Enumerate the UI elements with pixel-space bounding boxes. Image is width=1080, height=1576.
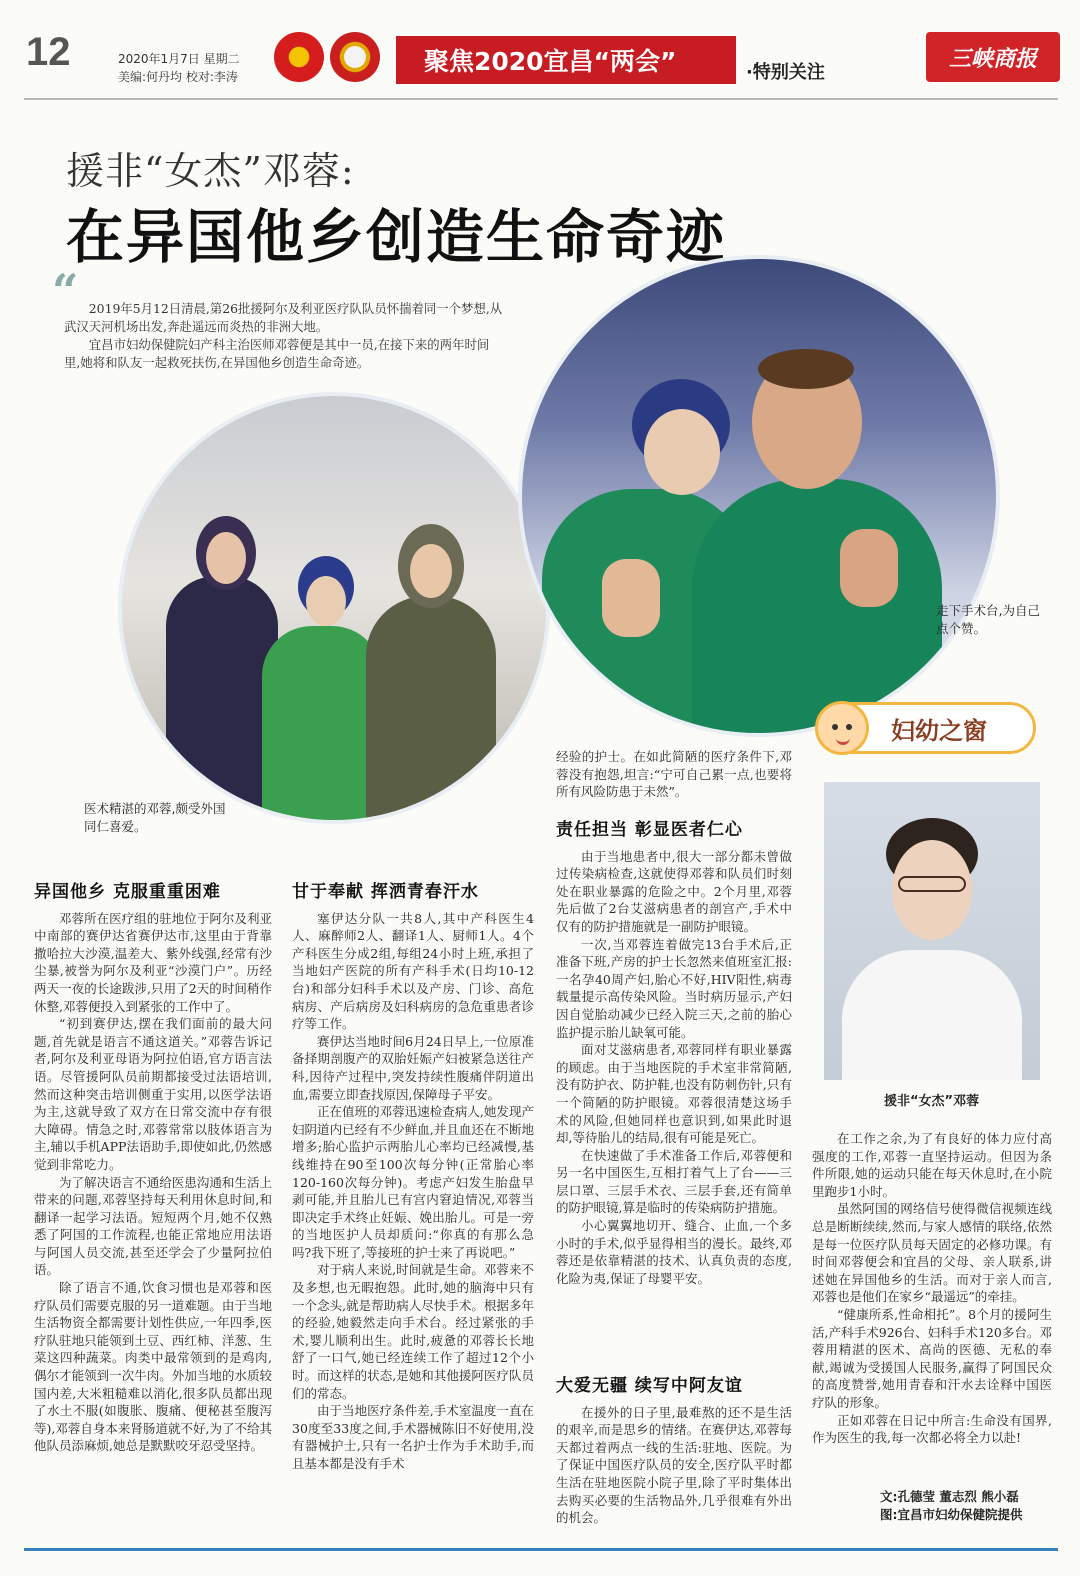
lead-paragraph: 宜昌市妇幼保健院妇产科主治医师邓蓉便是其中一员,在接下来的两年时间里,她将和队友一起救死扶伤,在异国他乡创造生命奇迹。	[64, 337, 490, 370]
baby-face-icon	[815, 701, 869, 755]
body-paragraph: 对于病人来说,时间就是生命。邓蓉来不及多想,也无暇抱怨。此时,她的脑海中只有一个念头,就是帮助病人尽快手术。根据多年的经验,她毅然走向手术台。经过紧张的手术,婴儿顺利出生。此时,疲惫的邓蓉长长地舒了一口气,她已经连续工作了超过12个小时。而这样的状态,是她和其他援阿医疗队员们的常态。	[292, 1262, 534, 1401]
section-title: 甘于奉献 挥洒青春汗水	[292, 882, 479, 902]
doctor-figure-right	[366, 596, 496, 824]
article-kicker: 援非“女杰”邓蓉:	[66, 149, 355, 193]
body-paragraph: 除了语言不通,饮食习惯也是邓蓉和医疗队员们需要克服的另一道难题。由于当地生活物资全都需要计划性供应,一年四季,医疗队驻地只能领到土豆、西红柿、洋葱、生菜这四种蔬菜。肉类中最常领到的是鸡肉,偶尔才能领到一次牛肉。外加当地的水质较国内差,大米粗糙难以消化,很多队员都出现了水土不服(如腹胀、腹痛、便秘甚至腹泻等),邓蓉自身本来肾肠道就不好,为了不给其他队员添麻烦,她总是默默咬牙忍受坚持。	[34, 1280, 272, 1454]
special-focus-label: ·特别关注	[746, 62, 825, 83]
thumbs-up-icon	[602, 559, 660, 637]
portrait-caption: 援非“女杰”邓蓉	[884, 1094, 980, 1109]
newspaper-masthead: 三峡商报	[926, 32, 1060, 82]
body-paragraph: 在快速做了手术准备工作后,邓蓉便和另一名中国医生,互相打着气上了台——三层口罩、三层手术衣、三层手套,还有简单的防护眼镜,算是临时的传染病防护措施。	[556, 1147, 792, 1216]
section-title: 异国他乡 克服重重困难	[34, 882, 221, 902]
body-paragraph: 由于当地患者中,很大一部分都未曾做过传染病检查,这就使得邓蓉和队员们时刻处在职业暴露的危险之中。2个月里,邓蓉先后做了2台艾滋病患者的剖宫产,手术中仅有的防护措施就是一副防护眼镜。	[556, 848, 792, 934]
text-credit: 文:孔德莹 董志烈 熊小磊	[880, 1489, 1019, 1504]
body-paragraph: 一次,当邓蓉连着做完13台手术后,正准备下班,产房的护士长忽然来值班室汇报:一名孕40周产妇,胎心不好,HIV阳性,病毒载量提示高传染风险。当时病历显示,产妇因自觉胎动减少已经入院三天,之前的胎心监护提示胎儿缺氧可能。	[556, 936, 792, 1040]
body-paragraph: 正如邓蓉在日记中所言:生命没有国界,作为医生的我,每一次都必将全力以赴!	[812, 1412, 1052, 1446]
column-badge	[818, 702, 1036, 754]
column-4	[812, 1130, 1052, 1447]
column-3-bottom	[556, 1378, 792, 1527]
article-lead	[64, 300, 504, 372]
section-title: 大爱无疆 续写中阿友谊	[556, 1376, 743, 1396]
header-divider	[24, 98, 1058, 100]
article-credits	[880, 1488, 1023, 1524]
section-banner	[396, 36, 736, 84]
thumbs-up-icon	[840, 529, 898, 607]
portrait-body	[842, 950, 1022, 1080]
body-paragraph: 在工作之余,为了有良好的体力应付高强度的工作,邓蓉一直坚持运动。但因为条件所限,她的运动只能在每天休息时,在小院里跑步1小时。	[812, 1131, 1052, 1199]
footer-divider	[24, 1548, 1058, 1551]
quote-mark-icon: “	[52, 264, 79, 318]
body-paragraph: 在援外的日子里,最难熬的还不是生活的艰辛,而是思乡的情绪。在赛伊达,邓蓉每天都过着两点一线的生活:驻地、医院。为了保证中国医疗队员的安全,医疗队平时都生活在驻地医院小院子里,除了平时集体出去购买必要的生活物品外,几乎很难有外出的机会。	[556, 1404, 792, 1526]
body-paragraph: 正在值班的邓蓉迅速检查病人,她发现产妇阴道内已经有不少鲜血,并且血还在不断地增多;胎心监护示两胎儿心率均已经减慢,基线维持在90至100次每分钟(正常胎心率120-160次每分钟)。考虑产妇发生胎盘早剥可能,并且胎儿已有宫内窘迫情况,邓蓉当即决定手术终止妊娠、娩出胎儿。可是一旁的当地医护人员却质问:“你真的有那么急吗?我下班了,等接班的护士来了再说吧。”	[292, 1104, 534, 1260]
body-paragraph: 虽然阿国的网络信号使得微信视频连线总是断断续续,然而,与家人感情的联络,依然是每一位医疗队员每天固定的必修功课。有时间邓蓉便会和宜昌的父母、亲人联系,讲述她在异国他乡的生活。而对于亲人而言,邓蓉也是他们在家乡“最遥远”的牵挂。	[812, 1201, 1052, 1305]
body-paragraph: 为了解决语言不通给医患沟通和生活上带来的问题,邓蓉坚持每天利用休息时间,和翻译一起学习法语。短短两个月,她不仅熟悉了阿国的工作流程,也能正常地应用法语与阿国人员交流,甚至还学会了少量阿拉伯语。	[34, 1174, 272, 1278]
doctor-figure-center	[262, 626, 382, 824]
body-paragraph: “初到赛伊达,摆在我们面前的最大问题,首先就是语言不通这道关。”邓蓉告诉记者,阿尔及利亚母语为阿拉伯语,官方语言法语。尽管援阿队员前期都接受过法语培训,然而这种突击培训侧重于实用,以医学法语为主,这就导致了双方在日常交流中存有很大障碍。情急之时,邓蓉常常以肢体语言为主,辅以手机APP法语助手,即使如此,仍然感觉到非常吃力。	[34, 1016, 272, 1172]
photo1-caption: 医术精湛的邓蓉,颇受外国同仁喜爱。	[84, 801, 226, 834]
page-number: 12	[26, 30, 71, 74]
national-emblem-icon	[274, 32, 324, 82]
body-paragraph: 赛伊达当地时间6月24日早上,一位原准备择期剖腹产的双胎妊娠产妇被紧急送往产科,因待产过程中,突发持续性腹痛伴阴道出血,需要立即查找原因,保障母子平安。	[292, 1033, 534, 1102]
body-paragraph: 小心翼翼地切开、缝合、止血,一个多小时的手术,似乎显得相当的漫长。最终,邓蓉还是依靠精湛的技术、认真负责的态度,化险为夷,保证了母婴平安。	[556, 1218, 792, 1286]
column-2	[292, 884, 534, 1473]
photo-credit: 图:宜昌市妇幼保健院提供	[880, 1507, 1023, 1522]
column-3-continuation	[556, 748, 792, 801]
editor-credits: 美编:何丹均 校对:李涛	[118, 70, 238, 84]
banner-label: 聚焦2020宜昌“两会”	[424, 47, 677, 76]
section-title: 责任担当 彰显医者仁心	[556, 820, 743, 840]
publication-date: 2020年1月7日 星期二	[118, 52, 240, 66]
body-paragraph: “健康所系,性命相托”。8个月的援阿生活,产科手术926台、妇科手术120多台。邓蓉用精湛的医术、高尚的医德、无私的奉献,竭诚为受援国人民服务,赢得了阿国民众的高度赞誉,她用青春和汗水去诠释中国医疗队的形象。	[812, 1306, 1052, 1410]
column-1	[34, 884, 272, 1455]
body-paragraph: 由于当地医疗条件差,手术室温度一直在30度至33度之间,手术器械陈旧不好使用,没有器械护士,只有一名护士作为手术助手,而且基本都是没有手术	[292, 1403, 534, 1471]
glasses-icon	[898, 876, 966, 892]
body-paragraph: 经验的护士。在如此简陋的医疗条件下,邓蓉没有抱怨,坦言:“宁可自己累一点,也要将所有风险防患于未然”。	[556, 749, 792, 800]
photo-thumbs-up	[518, 255, 1000, 737]
photo2-caption: 走下手术台,为自己点个赞。	[936, 603, 1040, 636]
column-3	[556, 822, 792, 1287]
body-paragraph: 邓蓉所在医疗组的驻地位于阿尔及利亚中南部的赛伊达省赛伊达市,这里由于背靠撒哈拉大沙漠,温差大、紫外线强,经常有沙尘暴,被誉为阿尔及利亚“沙漠门户”。历经两天一夜的长途跋涉,只用了2天的时间稍作休整,邓蓉便投入到紧张的工作中了。	[34, 910, 272, 1014]
lead-paragraph: 2019年5月12日清晨,第26批援阿尔及利亚医疗队队员怀揣着同一个梦想,从武汉天河机场出发,奔赴遥远而炎热的非洲大地。	[64, 301, 503, 334]
cppcc-emblem-icon	[330, 32, 380, 82]
column-badge-label: 妇幼之窗	[891, 716, 987, 745]
doctor-figure-male	[692, 479, 942, 737]
photo-three-doctors	[118, 392, 550, 824]
article-headline: 在异国他乡创造生命奇迹	[66, 203, 727, 271]
portrait-photo	[824, 782, 1040, 1080]
body-paragraph: 塞伊达分队一共8人,其中产科医生4人、麻醉师2人、翻译1人、厨师1人。4个产科医生分成2组,每组24小时上班,承担了当地妇产医院的所有产科手术(日均10-12台)和部分妇科手术以及产房、门诊、高危病房、产后病房及妇科病房的急危重患者诊疗等工作。	[292, 910, 534, 1032]
body-paragraph: 面对艾滋病患者,邓蓉同样有职业暴露的顾虑。由于当地医院的手术室非常简陋,没有防护衣、防护鞋,也没有防刺伤针,只有一个简陋的防护眼镜。邓蓉很清楚这场手术的风险,但她同样也意识到,如果此时退却,等待胎儿的结局,很有可能是死亡。	[556, 1042, 792, 1146]
